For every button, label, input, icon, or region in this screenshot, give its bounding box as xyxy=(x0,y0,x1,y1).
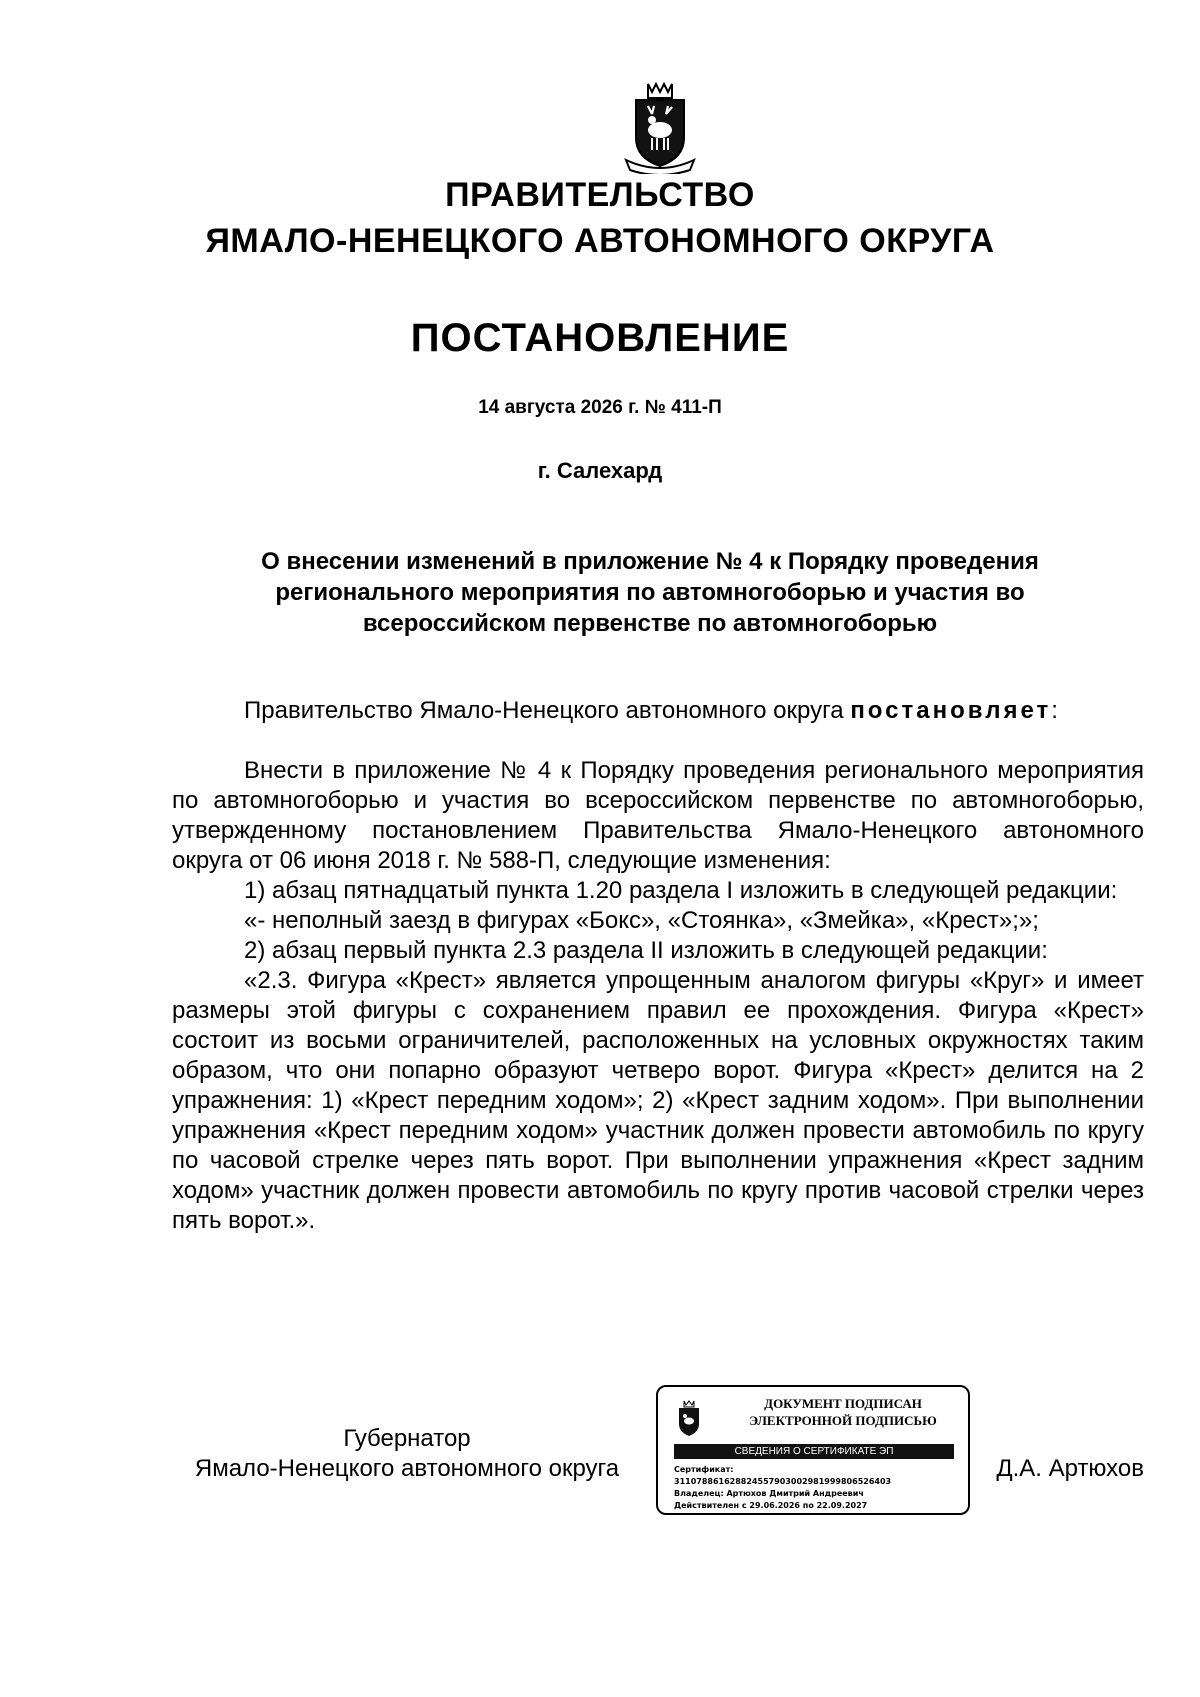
coat-of-arms-icon xyxy=(622,80,698,174)
decree-suffix: : xyxy=(1051,697,1058,724)
stamp-title-line: ЭЛЕКТРОННОЙ ПОДПИСЬЮ xyxy=(749,1413,937,1428)
position-line: Губернатор xyxy=(343,1425,471,1452)
document-type: ПОСТАНОВЛЕНИЕ xyxy=(410,316,790,360)
document-city: г. Салехард xyxy=(537,458,663,483)
subject-line: всероссийском первенстве по автомногоборью xyxy=(362,610,938,637)
signatory-name: Д.А. Артюхов xyxy=(996,1455,1144,1482)
certificate-number: 311078861628824557903002981999806526403 xyxy=(674,1477,892,1486)
body-paragraph: «2.3. Фигура «Крест» является упрощенным аналогом фигуры «Круг» и имеет размеры этой фигуры с сохранением правил ее прохождения. Фигура «Крест» состоит из восьми ограничителей, расположенных на условных окружностях таким образом, что они попарно образуют четверо ворот. Фигура «Крест» делится на 2 упражнения: 1) «Крест передним ходом»; 2) «Крест задним ходом». При выполнении упражнения «Крест передним ходом» участник должен провести автомобиль по кругу по часовой стрелке через пять ворот. При выполнении упражнения «Крест задним ходом» участник должен провести автомобиль по кругу против часовой стрелки через пять ворот.». xyxy=(172,967,1144,1234)
body-paragraph: 1) абзац пятнадцатый пункта 1.20 раздела I изложить в следующей редакции: xyxy=(244,877,1118,904)
signatory-position xyxy=(172,1424,642,1484)
body-paragraph: «- неполный заезд в фигурах «Бокс», «Стоянка», «Змейка», «Крест»;»; xyxy=(244,907,1039,934)
document-body xyxy=(172,756,1144,1236)
decree-prefix: Правительство Ямало-Ненецкого автономного округа xyxy=(244,697,851,724)
stamp-title-line: ДОКУМЕНТ ПОДПИСАН xyxy=(764,1396,922,1411)
certificate-info-bar: СВЕДЕНИЯ О СЕРТИФИКАТЕ ЭП xyxy=(674,1444,954,1459)
decree-verb: постановляет xyxy=(850,697,1052,724)
certificate-validity: Действителен с 29.06.2026 по 22.09.2027 xyxy=(674,1501,868,1510)
decree-statement xyxy=(172,696,1144,726)
certificate-label: Сертификат: xyxy=(674,1465,734,1474)
body-paragraph: 2) абзац первый пункта 2.3 раздела II изложить в следующей редакции: xyxy=(244,937,1048,964)
government-region: ЯМАЛО-НЕНЕЦКОГО АВТОНОМНОГО ОКРУГА xyxy=(205,222,995,260)
document-date-number: 14 августа 2026 г. № 411-П xyxy=(478,397,722,418)
stamp-emblem-icon xyxy=(674,1399,704,1439)
certificate-owner: Владелец: Артюхов Дмитрий Андреевич xyxy=(674,1489,864,1498)
stamp-title xyxy=(718,1395,968,1429)
position-line: Ямало-Ненецкого автономного округа xyxy=(194,1455,620,1482)
certificate-details xyxy=(674,1464,964,1512)
subject-line: регионального мероприятия по автомногоборью и участия во xyxy=(275,579,1025,606)
body-paragraph: Внести в приложение № 4 к Порядку проведения регионального мероприятия по автомногоборью и участия во всероссийском первенстве по автомногоборью, утвержденному постановлением Правительства Ямало-Ненецкого автономного округа от 06 июня 2018 г. № 588-П, следующие изменения: xyxy=(172,757,1144,874)
document-subject xyxy=(200,546,1100,639)
subject-line: О внесении изменений в приложение № 4 к Порядку проведения xyxy=(261,548,1039,575)
electronic-signature-stamp xyxy=(656,1385,970,1515)
government-title: ПРАВИТЕЛЬСТВО xyxy=(445,176,755,214)
